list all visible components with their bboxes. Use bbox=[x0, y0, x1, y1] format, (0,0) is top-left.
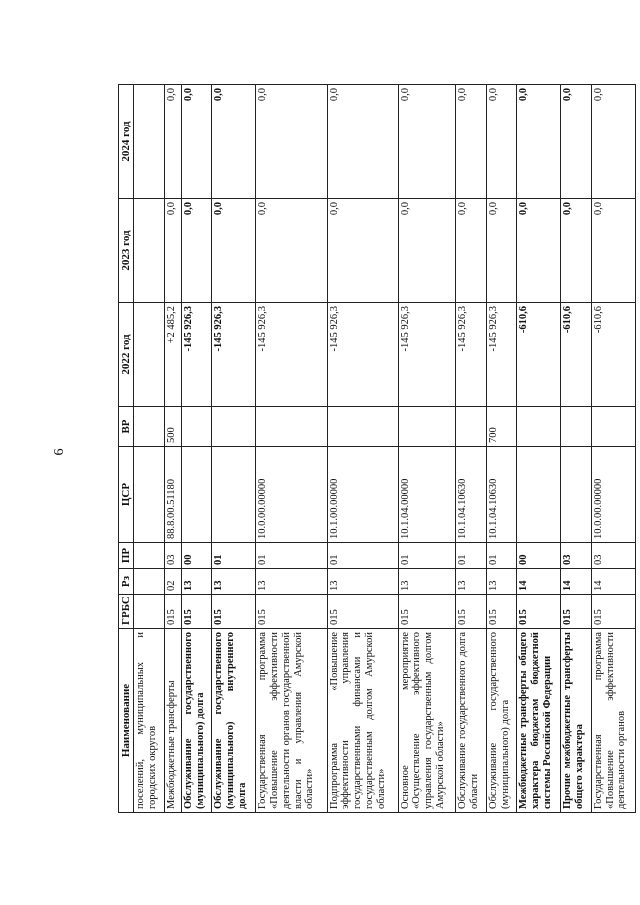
cell-pr: 01 bbox=[486, 543, 517, 569]
cell-2024: 0,0 bbox=[591, 85, 635, 199]
cell-2022: -145 926,3 bbox=[181, 303, 212, 407]
cell-pr: 01 bbox=[327, 543, 398, 569]
cell-vr bbox=[181, 407, 212, 447]
cell-csr bbox=[517, 447, 561, 543]
cell-pr: 03 bbox=[591, 543, 635, 569]
cell-2024: 0,0 bbox=[456, 85, 487, 199]
cell-2024: 0,0 bbox=[517, 85, 561, 199]
cell-vr bbox=[398, 407, 456, 447]
header-2022: 2022 год bbox=[119, 303, 134, 407]
cell-pr: 03 bbox=[561, 543, 592, 569]
cell-2023: 0,0 bbox=[164, 199, 181, 303]
table-row bbox=[134, 85, 165, 813]
cell-rz: 13 bbox=[486, 569, 517, 595]
cell-vr: 500 bbox=[164, 407, 181, 447]
cell-2024: 0,0 bbox=[398, 85, 456, 199]
cell-2023: 0,0 bbox=[181, 199, 212, 303]
cell-vr bbox=[212, 407, 256, 447]
table-row bbox=[164, 85, 181, 813]
cell-2022: -610,6 bbox=[591, 303, 635, 407]
rotated-table-container bbox=[118, 85, 636, 813]
cell-csr bbox=[134, 447, 165, 543]
table-row bbox=[591, 85, 635, 813]
cell-rz: 02 bbox=[164, 569, 181, 595]
cell-vr bbox=[327, 407, 398, 447]
cell-name: Прочие межбюджетные трансферты общего характера bbox=[561, 629, 592, 813]
cell-rz: 13 bbox=[212, 569, 256, 595]
cell-rz bbox=[134, 569, 165, 595]
cell-csr: 88.8.00.51180 bbox=[164, 447, 181, 543]
table-row bbox=[517, 85, 561, 813]
header-2023: 2023 год bbox=[119, 199, 134, 303]
cell-2023 bbox=[134, 199, 165, 303]
cell-vr bbox=[134, 407, 165, 447]
cell-pr: 00 bbox=[181, 543, 212, 569]
cell-2024: 0,0 bbox=[327, 85, 398, 199]
table-row bbox=[456, 85, 487, 813]
cell-2023: 0,0 bbox=[212, 199, 256, 303]
cell-2024: 0,0 bbox=[561, 85, 592, 199]
cell-2023: 0,0 bbox=[327, 199, 398, 303]
header-rz: Рз bbox=[119, 569, 134, 595]
cell-rz: 13 bbox=[181, 569, 212, 595]
cell-vr: 700 bbox=[486, 407, 517, 447]
cell-csr: 10.0.00.00000 bbox=[591, 447, 635, 543]
cell-pr: 03 bbox=[164, 543, 181, 569]
cell-name: Обслуживание государственного (муниципального) долга bbox=[181, 629, 212, 813]
header-csr: ЦСР bbox=[119, 447, 134, 543]
cell-name: Обслуживание государственного долга области bbox=[456, 629, 487, 813]
cell-rz: 13 bbox=[256, 569, 327, 595]
cell-pr bbox=[134, 543, 165, 569]
cell-2024: 0,0 bbox=[164, 85, 181, 199]
cell-csr: 10.1.04.00000 bbox=[398, 447, 456, 543]
table-header-row bbox=[119, 85, 134, 813]
cell-rz: 13 bbox=[327, 569, 398, 595]
cell-2023: 0,0 bbox=[456, 199, 487, 303]
cell-name: Обслуживание государственного (муниципального) внутреннего долга bbox=[212, 629, 256, 813]
cell-2022 bbox=[134, 303, 165, 407]
cell-pr: 01 bbox=[456, 543, 487, 569]
cell-2022: +2 485,2 bbox=[164, 303, 181, 407]
cell-rz: 14 bbox=[591, 569, 635, 595]
cell-2022: -145 926,3 bbox=[256, 303, 327, 407]
cell-csr: 10.0.00.00000 bbox=[256, 447, 327, 543]
cell-2024 bbox=[134, 85, 165, 199]
cell-csr: 10.1.04.10630 bbox=[486, 447, 517, 543]
cell-grbs: 015 bbox=[398, 595, 456, 629]
cell-vr bbox=[561, 407, 592, 447]
cell-2023: 0,0 bbox=[398, 199, 456, 303]
cell-2022: -145 926,3 bbox=[486, 303, 517, 407]
cell-vr bbox=[517, 407, 561, 447]
table-row bbox=[486, 85, 517, 813]
cell-vr bbox=[456, 407, 487, 447]
cell-2022: -145 926,3 bbox=[456, 303, 487, 407]
table-row bbox=[327, 85, 398, 813]
cell-name: Обслуживание государственного (муниципального) долга bbox=[486, 629, 517, 813]
cell-2022: -610,6 bbox=[517, 303, 561, 407]
cell-2022: -610,6 bbox=[561, 303, 592, 407]
header-grbs: ГРБС bbox=[119, 595, 134, 629]
cell-2024: 0,0 bbox=[181, 85, 212, 199]
cell-csr bbox=[212, 447, 256, 543]
header-2024: 2024 год bbox=[119, 85, 134, 199]
cell-2023: 0,0 bbox=[561, 199, 592, 303]
cell-grbs: 015 bbox=[327, 595, 398, 629]
cell-name: Межбюджетные трансферты bbox=[164, 629, 181, 813]
header-pr: ПР bbox=[119, 543, 134, 569]
cell-grbs: 015 bbox=[456, 595, 487, 629]
budget-table bbox=[118, 84, 636, 813]
cell-pr: 00 bbox=[517, 543, 561, 569]
cell-2023: 0,0 bbox=[517, 199, 561, 303]
header-name: Наименование bbox=[119, 629, 134, 813]
cell-2023: 0,0 bbox=[256, 199, 327, 303]
cell-grbs: 015 bbox=[561, 595, 592, 629]
cell-name: Основное мероприятие «Осуществление эффективного управления государственным долгом Амурской области» bbox=[398, 629, 456, 813]
cell-grbs: 015 bbox=[591, 595, 635, 629]
table-row bbox=[398, 85, 456, 813]
cell-rz: 13 bbox=[398, 569, 456, 595]
cell-vr bbox=[256, 407, 327, 447]
cell-2022: -145 926,3 bbox=[327, 303, 398, 407]
cell-grbs: 015 bbox=[181, 595, 212, 629]
cell-grbs: 015 bbox=[517, 595, 561, 629]
cell-csr: 10.1.00.00000 bbox=[327, 447, 398, 543]
cell-grbs: 015 bbox=[486, 595, 517, 629]
cell-pr: 01 bbox=[398, 543, 456, 569]
cell-rz: 13 bbox=[456, 569, 487, 595]
cell-rz: 14 bbox=[561, 569, 592, 595]
cell-grbs: 015 bbox=[212, 595, 256, 629]
cell-2024: 0,0 bbox=[212, 85, 256, 199]
cell-name: Государственная программа «Повышение эффективности деятельности органов государственной власти и управления Амурской области» bbox=[256, 629, 327, 813]
cell-2024: 0,0 bbox=[256, 85, 327, 199]
cell-grbs bbox=[134, 595, 165, 629]
page-number: 6 bbox=[52, 448, 67, 456]
header-vr: ВР bbox=[119, 407, 134, 447]
cell-csr bbox=[561, 447, 592, 543]
cell-2024: 0,0 bbox=[486, 85, 517, 199]
cell-name: Межбюджетные трансферты общего характера бюджетам бюджетной системы Российской Федерации bbox=[517, 629, 561, 813]
cell-rz: 14 bbox=[517, 569, 561, 595]
cell-2023: 0,0 bbox=[486, 199, 517, 303]
cell-name: поселений, муниципальных и городских округов bbox=[134, 629, 165, 813]
cell-2022: -145 926,3 bbox=[398, 303, 456, 407]
cell-name: Подпрограмма «Повышение эффективности управления государственными финансами и государственным долгом Амурской области» bbox=[327, 629, 398, 813]
cell-csr: 10.1.04.10630 bbox=[456, 447, 487, 543]
cell-pr: 01 bbox=[212, 543, 256, 569]
table-row bbox=[561, 85, 592, 813]
cell-grbs: 015 bbox=[164, 595, 181, 629]
table-row bbox=[212, 85, 256, 813]
cell-name: Государственная программа «Повышение эффективности деятельности органов bbox=[591, 629, 635, 813]
table-row bbox=[181, 85, 212, 813]
cell-pr: 01 bbox=[256, 543, 327, 569]
cell-2022: -145 926,3 bbox=[212, 303, 256, 407]
cell-vr bbox=[591, 407, 635, 447]
cell-grbs: 015 bbox=[256, 595, 327, 629]
cell-csr bbox=[181, 447, 212, 543]
cell-2023: 0,0 bbox=[591, 199, 635, 303]
table-row bbox=[256, 85, 327, 813]
